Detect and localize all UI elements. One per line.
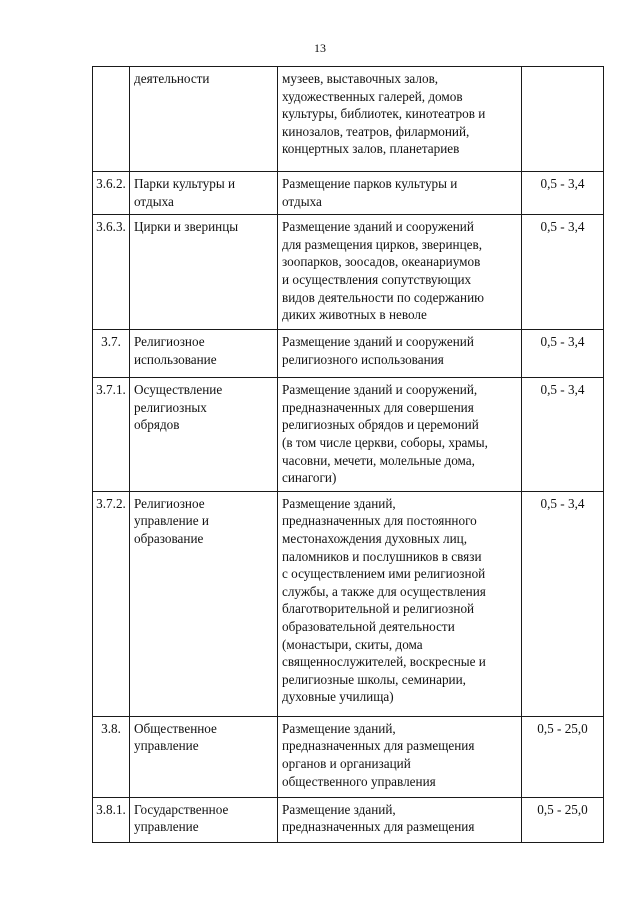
row-number: 3.8. [93, 716, 130, 797]
land-use-table [92, 66, 604, 843]
table-row [93, 67, 604, 172]
parameter-range: 0,5 - 3,4 [522, 215, 604, 330]
land-use-description: Размещение парков культуры и отдыха [278, 172, 522, 215]
table-row [93, 215, 604, 330]
row-number: 3.7. [93, 330, 130, 378]
table-row [93, 797, 604, 842]
table-row [93, 172, 604, 215]
land-use-description: музеев, выставочных залов, художественных галерей, домов культуры, библиотек, кинотеатров и кинозалов, театров, филармоний, концертных залов, планетариев [278, 67, 522, 172]
land-use-description: Размещение зданий и сооружений, предназначенных для совершения религиозных обрядов и церемоний (в том числе церкви, соборы, храмы, часовни, мечети, молельные дома, синагоги) [278, 378, 522, 492]
page-number: 13 [314, 41, 326, 55]
land-use-type-name: Государственное управление [130, 797, 278, 842]
row-number: 3.6.3. [93, 215, 130, 330]
row-number: 3.8.1. [93, 797, 130, 842]
land-use-description: Размещение зданий, предназначенных для постоянного местонахождения духовных лиц, паломников и послушников в связи с осуществлением ими религиозной службы, а также для осуществления благотворительной и религиозной образовательной деятельности (монастыри, скиты, дома священнослужителей, воскресные и религиозные школы, семинарии, духовные училища) [278, 491, 522, 716]
table-row [93, 378, 604, 492]
land-use-type-name: Религиозное управление и образование [130, 491, 278, 716]
table-row [93, 491, 604, 716]
land-use-description: Размещение зданий и сооружений религиозного использования [278, 330, 522, 378]
row-number: 3.6.2. [93, 172, 130, 215]
parameter-range: 0,5 - 3,4 [522, 378, 604, 492]
parameter-range: 0,5 - 25,0 [522, 716, 604, 797]
land-use-type-name: Цирки и зверинцы [130, 215, 278, 330]
row-number [93, 67, 130, 172]
land-use-type-name: Религиозное использование [130, 330, 278, 378]
parameter-range: 0,5 - 25,0 [522, 797, 604, 842]
parameter-range: 0,5 - 3,4 [522, 172, 604, 215]
land-use-type-name: Общественное управление [130, 716, 278, 797]
land-use-type-name: Парки культуры и отдыха [130, 172, 278, 215]
row-number: 3.7.2. [93, 491, 130, 716]
table-row [93, 330, 604, 378]
parameter-range: 0,5 - 3,4 [522, 491, 604, 716]
land-use-type-name: Осуществление религиозных обрядов [130, 378, 278, 492]
land-use-description: Размещение зданий, предназначенных для размещения органов и организаций общественного управления [278, 716, 522, 797]
land-use-description: Размещение зданий, предназначенных для размещения [278, 797, 522, 842]
land-use-type-name: деятельности [130, 67, 278, 172]
parameter-range: 0,5 - 3,4 [522, 330, 604, 378]
row-number: 3.7.1. [93, 378, 130, 492]
parameter-range [522, 67, 604, 172]
table-row [93, 716, 604, 797]
land-use-description: Размещение зданий и сооружений для размещения цирков, зверинцев, зоопарков, зоосадов, океанариумов и осуществления сопутствующих видов деятельности по содержанию диких животных в неволе [278, 215, 522, 330]
